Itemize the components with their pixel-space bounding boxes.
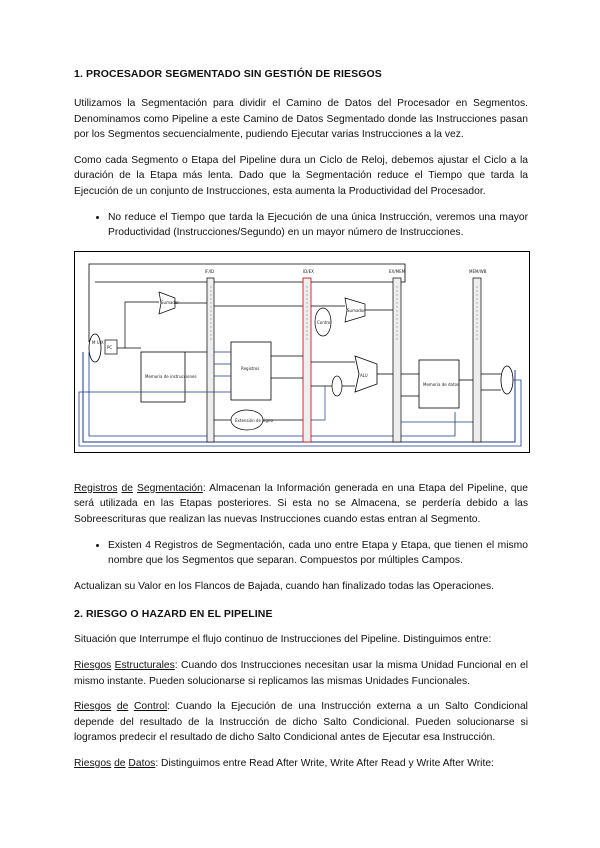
pc-mux-label: M U X — [92, 339, 104, 345]
bullet-list-2 — [74, 538, 528, 569]
alu-mux — [332, 376, 342, 396]
paragraph-riesgos-datos — [74, 756, 528, 772]
memwb-label: MEM/WB — [469, 268, 487, 274]
term-riesgos-2: Riesgos — [74, 701, 112, 713]
document-page — [74, 68, 528, 781]
pipeline-datapath-diagram — [74, 251, 530, 453]
pc-label: PC — [107, 344, 113, 350]
pc-adder-label: Sumador — [161, 299, 180, 305]
bullet-list-1 — [74, 210, 528, 241]
register-file — [231, 342, 271, 400]
term-segmentacion: Segmentación — [137, 482, 203, 494]
section-1-title: 1. PROCESADOR SEGMENTADO SIN GESTIÓN DE RIESGOS — [74, 68, 382, 80]
branch-adder-label: Sumador — [347, 307, 366, 313]
term-riesgos-1: Riesgos — [74, 659, 112, 671]
datos-definition: : Distinguimos entre Read After Write, Write After Read y Write After Write: — [155, 757, 494, 769]
bullet-cuatro-registros: • Existen 4 Registros de Segmentación, cada uno entre Etapa y Etapa, que tienen el mismo nombre que los Segmentos que separan. Compuestos por múltiples Campos. — [108, 538, 528, 569]
control-definition: : Cuando la Ejecución de una Instrucción externa a un Salto Condicional depende del resultado de la Instrucción de dicho Salto Condicional. Pueden solucionarse si logramos predecir el resultado de dicho Salto Condicional antes de Ejecutar esa Instrucción. — [74, 701, 528, 744]
bullet-productividad: • No reduce el Tiempo que tarda la Ejecución de una única Instrucción, veremos una mayor Productividad (Instrucciones/Segundo) en un mayor número de Instrucciones. — [108, 210, 528, 241]
term-riesgos-3: Riesgos — [74, 757, 112, 769]
ifid-label: IF/ID — [205, 268, 215, 274]
term-control: Control — [133, 701, 168, 713]
term-de: de — [121, 482, 133, 494]
registros-definition: : Almacenan la Información generada en una Etapa del Pipeline, que será utilizada en las Etapas posteriores. Si esta no se Almacena, se perdería debido a las Sobreescrituras que realizan las nuevas Instrucciones cuando estas entran al Segmento. — [74, 482, 528, 525]
control-label: Control — [317, 319, 332, 325]
exmem-label: EX/MEM — [389, 268, 406, 274]
section-2-title: 2. RIESGO O HAZARD EN EL PIPELINE — [74, 608, 273, 621]
register-file-label: Registros — [241, 365, 260, 371]
paragraph-registros-segmentacion — [74, 481, 528, 528]
estructurales-definition: : Cuando dos Instrucciones necesitan usar la misma Unidad Funcional en el mismo instante. Pueden solucionarse si replicamos las mismas Unidades Funcionales. — [74, 659, 528, 687]
sign-extend-label: Extensión de signo — [235, 417, 273, 423]
term-estructurales: Estructurales — [114, 659, 175, 671]
ifid-register — [207, 278, 214, 442]
term-de-datos: de — [114, 757, 126, 769]
data-memory-label: Memoria de datos — [423, 381, 460, 387]
idex-label: ID/EX — [303, 268, 314, 274]
instruction-memory-label: Memoria de instrucciones — [145, 373, 197, 379]
term-de-control: de — [116, 701, 129, 713]
paragraph-hazard-intro: Situación que Interrumpe el flujo continuo de Instrucciones del Pipeline. Distinguimos entre: — [74, 634, 492, 646]
paragraph-riesgos-estructurales — [74, 658, 528, 689]
term-datos: Datos — [128, 757, 156, 769]
paragraph-ciclo-reloj: Como cada Segmento o Etapa del Pipeline dura un Ciclo de Reloj, debemos ajustar el Ciclo a la duración de la Etapa más lenta. Dado que la Segmentación reduce el Tiempo que tarda la Ejecución de un conjunto de Instrucciones, esta aumenta la Productividad del Procesador. — [74, 154, 528, 197]
alu-label: ALU — [360, 372, 368, 378]
term-registros: Registros — [74, 482, 118, 494]
pipeline-diagram-svg — [75, 252, 527, 450]
paragraph-segmentacion: Utilizamos la Segmentación para dividir el Camino de Datos del Procesador en Segmentos. Denominamos como Pipeline a este Camino de Datos Segmentado donde las Instrucciones pasan por los Segmentos secuencialmente, pudiendo Ejecutar varias Instrucciones a la vez. — [74, 98, 528, 141]
paragraph-flancos-bajada: Actualizan su Valor en los Flancos de Bajada, cuando han finalizado todas las Operaciones. — [74, 580, 494, 592]
paragraph-riesgos-control — [74, 699, 528, 746]
writeback-mux — [501, 366, 513, 394]
pc-mux — [89, 334, 101, 362]
